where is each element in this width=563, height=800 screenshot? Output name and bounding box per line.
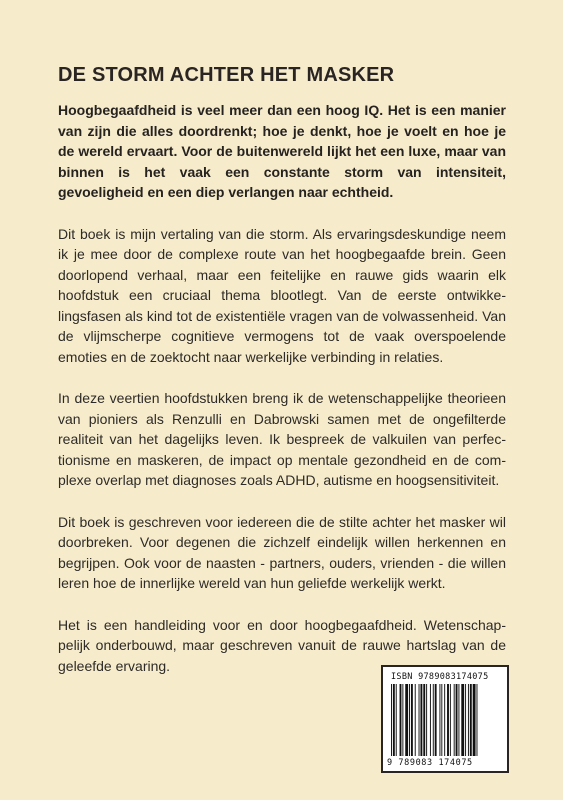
barcode-bar — [420, 684, 422, 756]
barcode-bar — [430, 684, 431, 756]
blurb-paragraph-lead: Hoogbegaafdheid is veel meer dan een hoog IQ. Het is een manier van zijn die alles doordrenkt; hoe je denkt, hoe je voelt en hoe je de wereld ervaart. Voor de buitenwereld lijkt het een luxe, maar van binnen is het vaak een constante storm van intensiteit, gevoeligheid en een diep verlangen naar echtheid. — [58, 102, 506, 200]
barcode-bar — [477, 684, 478, 756]
isbn-label: ISBN 9789083174075 — [391, 672, 489, 682]
barcode-bar — [393, 684, 395, 756]
barcode-bars — [391, 684, 499, 756]
barcode-bar — [439, 684, 440, 756]
barcode-bar — [423, 684, 425, 756]
barcode-bar — [426, 684, 427, 756]
barcode-bar — [400, 684, 402, 756]
barcode-bar — [461, 684, 464, 756]
barcode-bar — [409, 684, 410, 756]
blurb — [58, 100, 506, 697]
barcode-bar — [415, 684, 416, 756]
blurb-paragraph: Dit boek is geschreven voor iedereen die de stilte achter het masker wil doorbreken. Voor degenen die zichzelf eindelijk willen herkennen en begrijpen. Ook voor de naasten - partners, ouders, vrienden - die willen leren hoe de innerlijke wereld van hun geliefde werkelijk werkt. — [58, 513, 506, 591]
barcode-bar — [391, 684, 392, 756]
barcode-bar — [465, 684, 466, 756]
barcode-bar — [405, 684, 408, 756]
barcode-bar — [447, 684, 449, 756]
barcode-bar — [396, 684, 397, 756]
barcode-bar — [473, 684, 476, 756]
barcode-bar — [468, 684, 469, 756]
barcode-bar — [470, 684, 472, 756]
barcode-bar — [435, 684, 437, 756]
barcode-bar — [458, 684, 459, 756]
isbn-barcode — [381, 665, 509, 773]
barcode-bar — [444, 684, 445, 756]
barcode-bar — [441, 684, 442, 756]
cover-title: DE STORM ACHTER HET MASKER — [58, 64, 395, 86]
isbn-digits: 9 789083 174075 — [387, 758, 473, 768]
barcode-bar — [433, 684, 434, 756]
barcode-bar — [454, 684, 455, 756]
barcode-bar — [411, 684, 413, 756]
barcode-bar — [450, 684, 451, 756]
blurb-paragraph: Dit boek is mijn vertaling van die storm. Als ervaringsdeskundige neem ik je mee door de complexe route van het hoogbegaafde brein. Geen doorlopend verhaal, maar een feitelijke en rauwe gids waarin elk hoofdstuk een cruciaal thema blootlegt. Van de eerste ontwikkelingsfasen als kind tot de existentiële vragen van de volwassenheid. Van de vlijmscherpe cognitieve vermogens tot de vaak overspoelende emoties en de zoektocht naar werkelijke verbinding in relaties. — [58, 225, 506, 365]
blurb-paragraph: Het is een handleiding voor en door hoogbegaafdheid. Wetenschappelijk onderbouwd, maar geschreven vanuit de rauwe hartslag van de geleefde ervaring. — [58, 616, 506, 674]
blurb-paragraph: In deze veertien hoofdstukken breng ik de wetenschappelijke theorieen van pioniers als Renzulli en Dabrowski samen met de ongefilterde realiteit van het dagelijks leven. Ik bespreek de valkuilen van perfectionisme en maskeren, de impact op mentale gezondheid en de complexe overlap met diagnoses zoals ADHD, autisme en hoogsensitiviteit. — [58, 390, 506, 488]
barcode-bar — [402, 684, 403, 756]
barcode-bar — [419, 684, 420, 756]
barcode-bar — [456, 684, 458, 756]
